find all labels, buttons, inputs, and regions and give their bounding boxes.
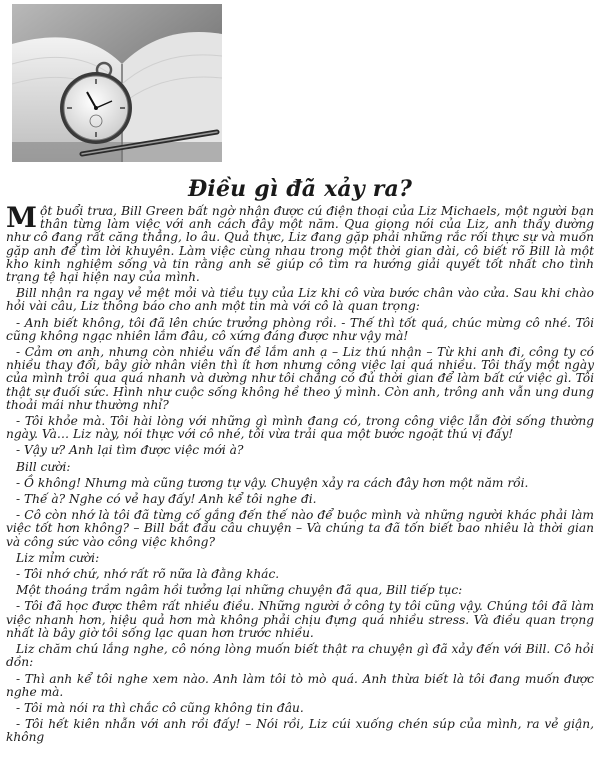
paragraph: - Tôi nhớ chứ, nhớ rất rõ nữa là đằng khác.: [16, 567, 280, 582]
paragraph: Một thoáng trầm ngâm hồi tưởng lại những chuyện đã qua, Bill tiếp tục:: [16, 583, 463, 598]
paragraph: - Tôi đã học được thêm rất nhiều điều. Những người ở công ty tôi cũng vậy. Chúng tôi đã làm việc nhanh hơn, hiệu quả hơn mà không phải chịu đựng quá nhiều stress. Và điều quan trọng nhất là bây giờ tôi sống lạc quan hơn trước nhiều.: [6, 599, 594, 640]
paragraph: - Tôi hết kiên nhẫn với anh rồi đấy! – Nói rồi, Liz cúi xuống chén súp của mình, ra vẻ giận, không: [6, 717, 594, 745]
paragraph: - Anh biết không, tôi đã lên chức trưởng phòng rồi. - Thế thì tốt quá, chúc mừng cô nhé. Tôi cũng không ngạc nhiên lắm đâu, cô xứng đáng được như vậy mà!: [6, 315, 594, 343]
paragraph: Bill nhận ra ngay vẻ mệt mỏi và tiều tụy của Liz khi cô vừa bước chân vào cửa. Sau khi chào hỏi vài câu, Liz thông báo cho anh một tin mà với cô là quan trọng:: [6, 286, 594, 314]
drop-cap: M: [6, 201, 37, 234]
paragraph: Liz chăm chú lắng nghe, cô nóng lòng muốn biết thật ra chuyện gì đã xảy đến với Bill. Cô hỏi dồn:: [6, 642, 594, 670]
paragraph: - Ồ không! Nhưng mà cũng tương tự vậy. Chuyện xảy ra cách đây hơn một năm rồi.: [16, 475, 529, 490]
paragraph: - Tôi mà nói ra thì chắc cô cũng không tin đâu.: [16, 700, 304, 715]
paragraph: Liz mỉm cười:: [16, 550, 100, 565]
article-body: [6, 201, 594, 748]
paragraph: - Thì anh kể tôi nghe xem nào. Anh làm tôi tò mò quá. Anh thừa biết là tôi đang muốn được nghe mà.: [6, 671, 594, 699]
paragraph: - Thế à? Nghe có vẻ hay đấy! Anh kể tôi nghe đi.: [16, 492, 317, 507]
paragraph: - Tôi khỏe mà. Tôi hài lòng với những gì mình đang có, trong công việc lẫn đời sống thường ngày. Và… Liz này, nói thực với cô nhé, tôi vừa trải qua một bước ngoặt thú vị đấy!: [6, 414, 594, 442]
paragraph: - Vậy ư? Anh lại tìm được việc mới à?: [16, 443, 244, 458]
article-title: Điều gì đã xảy ra?: [187, 176, 413, 202]
paragraph: Một buổi trưa, Bill Green bất ngờ nhận được cú điện thoại của Liz Michaels, một người bạn thân từng làm việc với anh cách đây một năm. Qua giọng nói của Liz, anh thấy dường như cô đang rất căng thẳng, lo âu. Quả thực, Liz đang gặp phải những rắc rối thực sự và muốn gặp anh để tìm lời khuyên. Làm việc cùng nhau trong một thời gian dài, cô biết rõ Bill là một kho kinh nghiệm sống và tin rằng anh sẽ giúp cô tìm ra hướng giải quyết tốt nhất cho tình trạng tệ hại hiện nay của mình.: [6, 201, 594, 285]
pocket-watch-book-photo: [12, 4, 222, 162]
paragraph: Bill cười:: [16, 459, 71, 474]
paragraph: - Cô còn nhớ là tôi đã từng cố gắng đến thế nào để buộc mình và những người khác phải làm việc tốt hơn không? – Bill bắt đầu câu chuyện – Và chúng ta đã tốn biết bao nhiêu là thời gian và công sức vào công việc không?: [6, 508, 594, 549]
paragraph: - Cảm ơn anh, nhưng còn nhiều vấn đề lắm anh ạ – Liz thú nhận – Từ khi anh đi, công ty có nhiều thay đổi, bây giờ nhân viên thì ít hơn nhưng công việc lại quá nhiều. Tôi thấy một ngày của mình trôi qua quá nhanh và dường như tôi chẳng có đủ thời gian để làm bất cứ việc gì. Tôi thật sự đuối sức. Hình như cuộc sống không hề theo ý mình. Còn anh, trông anh vẫn ung dung thoải mái như thường nhỉ?: [6, 345, 594, 412]
photo-illustration: [12, 4, 222, 162]
